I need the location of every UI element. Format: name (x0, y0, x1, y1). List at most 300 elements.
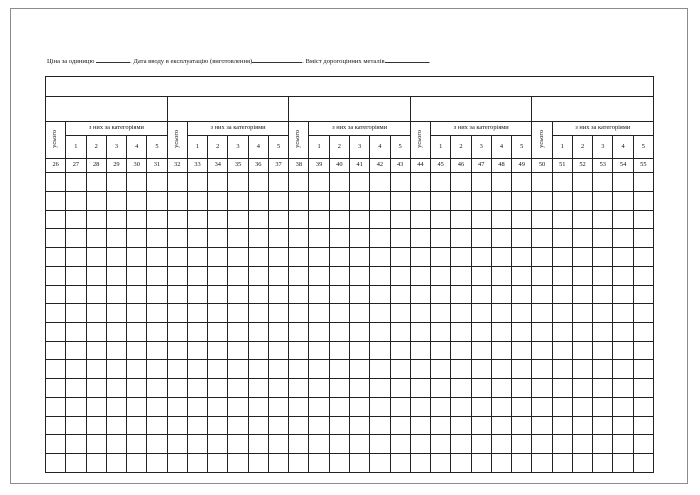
entry-cell[interactable] (187, 192, 207, 211)
entry-cell[interactable] (208, 341, 228, 360)
entry-cell[interactable] (46, 229, 66, 248)
entry-cell[interactable] (228, 397, 248, 416)
entry-cell[interactable] (289, 397, 309, 416)
entry-cell[interactable] (167, 435, 187, 454)
entry-cell[interactable] (147, 266, 167, 285)
entry-cell[interactable] (572, 192, 592, 211)
entry-cell[interactable] (167, 248, 187, 267)
entry-cell[interactable] (208, 210, 228, 229)
entry-cell[interactable] (86, 173, 106, 192)
entry-cell[interactable] (46, 266, 66, 285)
entry-cell[interactable] (390, 454, 410, 473)
entry-cell[interactable] (431, 229, 451, 248)
entry-cell[interactable] (86, 379, 106, 398)
entry-cell[interactable] (208, 248, 228, 267)
entry-cell[interactable] (106, 435, 126, 454)
entry-cell[interactable] (187, 435, 207, 454)
entry-cell[interactable] (147, 192, 167, 211)
entry-cell[interactable] (491, 397, 511, 416)
entry-cell[interactable] (66, 173, 86, 192)
entry-cell[interactable] (593, 454, 613, 473)
entry-cell[interactable] (167, 173, 187, 192)
entry-cell[interactable] (410, 173, 430, 192)
entry-cell[interactable] (491, 229, 511, 248)
entry-cell[interactable] (46, 379, 66, 398)
entry-cell[interactable] (633, 229, 653, 248)
entry-cell[interactable] (46, 285, 66, 304)
entry-cell[interactable] (390, 379, 410, 398)
entry-cell[interactable] (491, 416, 511, 435)
entry-cell[interactable] (349, 454, 369, 473)
entry-cell[interactable] (390, 323, 410, 342)
entry-cell[interactable] (147, 454, 167, 473)
entry-cell[interactable] (248, 454, 268, 473)
entry-cell[interactable] (633, 192, 653, 211)
entry-cell[interactable] (228, 360, 248, 379)
entry-cell[interactable] (228, 248, 248, 267)
entry-cell[interactable] (370, 173, 390, 192)
entry-cell[interactable] (86, 341, 106, 360)
entry-cell[interactable] (552, 379, 572, 398)
entry-cell[interactable] (593, 173, 613, 192)
entry-cell[interactable] (431, 285, 451, 304)
entry-cell[interactable] (46, 323, 66, 342)
entry-cell[interactable] (410, 454, 430, 473)
entry-cell[interactable] (370, 210, 390, 229)
entry-cell[interactable] (471, 323, 491, 342)
entry-cell[interactable] (512, 435, 532, 454)
entry-cell[interactable] (127, 229, 147, 248)
entry-cell[interactable] (572, 379, 592, 398)
entry-cell[interactable] (289, 454, 309, 473)
entry-cell[interactable] (491, 210, 511, 229)
entry-cell[interactable] (471, 454, 491, 473)
entry-cell[interactable] (349, 397, 369, 416)
entry-cell[interactable] (491, 435, 511, 454)
entry-cell[interactable] (86, 266, 106, 285)
entry-cell[interactable] (289, 210, 309, 229)
entry-cell[interactable] (167, 416, 187, 435)
entry-cell[interactable] (572, 229, 592, 248)
entry-cell[interactable] (268, 341, 288, 360)
entry-cell[interactable] (187, 266, 207, 285)
entry-cell[interactable] (248, 173, 268, 192)
entry-cell[interactable] (572, 397, 592, 416)
entry-cell[interactable] (370, 285, 390, 304)
entry-cell[interactable] (491, 248, 511, 267)
entry-cell[interactable] (329, 435, 349, 454)
entry-cell[interactable] (86, 285, 106, 304)
entry-cell[interactable] (127, 210, 147, 229)
entry-cell[interactable] (268, 248, 288, 267)
entry-cell[interactable] (248, 285, 268, 304)
entry-cell[interactable] (390, 192, 410, 211)
entry-cell[interactable] (66, 379, 86, 398)
entry-cell[interactable] (512, 341, 532, 360)
entry-cell[interactable] (106, 285, 126, 304)
entry-cell[interactable] (106, 192, 126, 211)
entry-cell[interactable] (471, 379, 491, 398)
entry-cell[interactable] (127, 192, 147, 211)
entry-cell[interactable] (512, 285, 532, 304)
entry-cell[interactable] (167, 192, 187, 211)
entry-cell[interactable] (512, 397, 532, 416)
entry-cell[interactable] (46, 192, 66, 211)
entry-cell[interactable] (66, 454, 86, 473)
entry-cell[interactable] (228, 416, 248, 435)
entry-cell[interactable] (532, 379, 552, 398)
entry-cell[interactable] (410, 379, 430, 398)
entry-cell[interactable] (248, 192, 268, 211)
metals-blank[interactable] (385, 56, 429, 63)
entry-cell[interactable] (370, 435, 390, 454)
entry-cell[interactable] (552, 341, 572, 360)
entry-cell[interactable] (329, 266, 349, 285)
entry-cell[interactable] (552, 266, 572, 285)
entry-cell[interactable] (106, 173, 126, 192)
entry-cell[interactable] (289, 173, 309, 192)
entry-cell[interactable] (309, 435, 329, 454)
entry-cell[interactable] (46, 248, 66, 267)
entry-cell[interactable] (633, 323, 653, 342)
entry-cell[interactable] (228, 192, 248, 211)
entry-cell[interactable] (613, 416, 633, 435)
entry-cell[interactable] (167, 210, 187, 229)
entry-cell[interactable] (208, 304, 228, 323)
entry-cell[interactable] (491, 266, 511, 285)
entry-cell[interactable] (147, 248, 167, 267)
entry-cell[interactable] (451, 304, 471, 323)
entry-cell[interactable] (349, 266, 369, 285)
entry-cell[interactable] (66, 210, 86, 229)
entry-cell[interactable] (491, 341, 511, 360)
entry-cell[interactable] (187, 173, 207, 192)
entry-cell[interactable] (532, 341, 552, 360)
entry-cell[interactable] (390, 285, 410, 304)
entry-cell[interactable] (66, 285, 86, 304)
entry-cell[interactable] (208, 229, 228, 248)
entry-cell[interactable] (289, 435, 309, 454)
entry-cell[interactable] (66, 304, 86, 323)
entry-cell[interactable] (309, 454, 329, 473)
entry-cell[interactable] (289, 304, 309, 323)
entry-cell[interactable] (471, 416, 491, 435)
entry-cell[interactable] (491, 304, 511, 323)
entry-cell[interactable] (86, 435, 106, 454)
entry-cell[interactable] (46, 435, 66, 454)
entry-cell[interactable] (633, 341, 653, 360)
entry-cell[interactable] (471, 173, 491, 192)
entry-cell[interactable] (268, 323, 288, 342)
entry-cell[interactable] (512, 248, 532, 267)
entry-cell[interactable] (187, 379, 207, 398)
entry-cell[interactable] (248, 323, 268, 342)
entry-cell[interactable] (410, 341, 430, 360)
entry-cell[interactable] (390, 266, 410, 285)
entry-cell[interactable] (66, 416, 86, 435)
entry-cell[interactable] (329, 192, 349, 211)
entry-cell[interactable] (410, 210, 430, 229)
entry-cell[interactable] (147, 210, 167, 229)
entry-cell[interactable] (451, 341, 471, 360)
entry-cell[interactable] (46, 210, 66, 229)
entry-cell[interactable] (349, 323, 369, 342)
entry-cell[interactable] (572, 248, 592, 267)
entry-cell[interactable] (572, 304, 592, 323)
entry-cell[interactable] (248, 248, 268, 267)
entry-cell[interactable] (167, 379, 187, 398)
entry-cell[interactable] (572, 341, 592, 360)
entry-cell[interactable] (491, 192, 511, 211)
entry-cell[interactable] (268, 435, 288, 454)
entry-cell[interactable] (228, 173, 248, 192)
entry-cell[interactable] (593, 416, 613, 435)
entry-cell[interactable] (208, 173, 228, 192)
entry-cell[interactable] (613, 304, 633, 323)
entry-cell[interactable] (593, 397, 613, 416)
entry-cell[interactable] (410, 323, 430, 342)
entry-cell[interactable] (431, 435, 451, 454)
entry-cell[interactable] (431, 304, 451, 323)
entry-cell[interactable] (329, 360, 349, 379)
entry-cell[interactable] (552, 285, 572, 304)
entry-cell[interactable] (127, 304, 147, 323)
entry-cell[interactable] (593, 379, 613, 398)
entry-cell[interactable] (451, 323, 471, 342)
entry-cell[interactable] (390, 360, 410, 379)
entry-cell[interactable] (127, 341, 147, 360)
entry-cell[interactable] (66, 397, 86, 416)
entry-cell[interactable] (66, 360, 86, 379)
entry-cell[interactable] (268, 397, 288, 416)
entry-cell[interactable] (431, 266, 451, 285)
entry-cell[interactable] (167, 341, 187, 360)
entry-cell[interactable] (451, 379, 471, 398)
entry-cell[interactable] (532, 323, 552, 342)
entry-cell[interactable] (512, 173, 532, 192)
entry-cell[interactable] (268, 416, 288, 435)
entry-cell[interactable] (431, 360, 451, 379)
entry-cell[interactable] (370, 304, 390, 323)
entry-cell[interactable] (187, 360, 207, 379)
entry-cell[interactable] (208, 416, 228, 435)
entry-cell[interactable] (552, 304, 572, 323)
entry-cell[interactable] (46, 360, 66, 379)
entry-cell[interactable] (309, 360, 329, 379)
entry-cell[interactable] (167, 304, 187, 323)
entry-cell[interactable] (167, 285, 187, 304)
entry-cell[interactable] (289, 360, 309, 379)
entry-cell[interactable] (410, 397, 430, 416)
entry-cell[interactable] (613, 248, 633, 267)
entry-cell[interactable] (512, 360, 532, 379)
entry-cell[interactable] (86, 360, 106, 379)
entry-cell[interactable] (106, 266, 126, 285)
entry-cell[interactable] (86, 304, 106, 323)
entry-cell[interactable] (613, 454, 633, 473)
entry-cell[interactable] (370, 454, 390, 473)
entry-cell[interactable] (248, 266, 268, 285)
entry-cell[interactable] (309, 173, 329, 192)
entry-cell[interactable] (349, 285, 369, 304)
entry-cell[interactable] (633, 360, 653, 379)
entry-cell[interactable] (593, 266, 613, 285)
entry-cell[interactable] (471, 229, 491, 248)
entry-cell[interactable] (613, 229, 633, 248)
entry-cell[interactable] (512, 192, 532, 211)
entry-cell[interactable] (349, 192, 369, 211)
entry-cell[interactable] (147, 360, 167, 379)
entry-cell[interactable] (268, 379, 288, 398)
entry-cell[interactable] (147, 229, 167, 248)
entry-cell[interactable] (329, 304, 349, 323)
entry-cell[interactable] (431, 454, 451, 473)
entry-cell[interactable] (471, 341, 491, 360)
entry-cell[interactable] (248, 416, 268, 435)
entry-cell[interactable] (431, 248, 451, 267)
entry-cell[interactable] (187, 210, 207, 229)
entry-cell[interactable] (613, 266, 633, 285)
entry-cell[interactable] (431, 379, 451, 398)
entry-cell[interactable] (86, 454, 106, 473)
entry-cell[interactable] (633, 304, 653, 323)
entry-cell[interactable] (552, 454, 572, 473)
entry-cell[interactable] (471, 266, 491, 285)
entry-cell[interactable] (349, 435, 369, 454)
entry-cell[interactable] (532, 304, 552, 323)
entry-cell[interactable] (228, 229, 248, 248)
entry-cell[interactable] (127, 323, 147, 342)
entry-cell[interactable] (451, 360, 471, 379)
entry-cell[interactable] (329, 397, 349, 416)
entry-cell[interactable] (390, 435, 410, 454)
entry-cell[interactable] (127, 435, 147, 454)
entry-cell[interactable] (248, 229, 268, 248)
entry-cell[interactable] (228, 454, 248, 473)
entry-cell[interactable] (572, 454, 592, 473)
entry-cell[interactable] (572, 360, 592, 379)
entry-cell[interactable] (309, 397, 329, 416)
entry-cell[interactable] (228, 266, 248, 285)
entry-cell[interactable] (167, 454, 187, 473)
entry-cell[interactable] (147, 341, 167, 360)
entry-cell[interactable] (431, 397, 451, 416)
entry-cell[interactable] (390, 248, 410, 267)
entry-cell[interactable] (410, 360, 430, 379)
entry-cell[interactable] (593, 341, 613, 360)
entry-cell[interactable] (329, 379, 349, 398)
entry-cell[interactable] (532, 454, 552, 473)
entry-cell[interactable] (127, 416, 147, 435)
entry-cell[interactable] (228, 210, 248, 229)
entry-cell[interactable] (106, 454, 126, 473)
entry-cell[interactable] (309, 229, 329, 248)
entry-cell[interactable] (329, 416, 349, 435)
entry-cell[interactable] (86, 229, 106, 248)
entry-cell[interactable] (512, 210, 532, 229)
entry-cell[interactable] (471, 192, 491, 211)
entry-cell[interactable] (66, 248, 86, 267)
entry-cell[interactable] (127, 397, 147, 416)
entry-cell[interactable] (633, 454, 653, 473)
entry-cell[interactable] (187, 304, 207, 323)
entry-cell[interactable] (268, 285, 288, 304)
entry-cell[interactable] (228, 304, 248, 323)
entry-cell[interactable] (309, 341, 329, 360)
entry-cell[interactable] (289, 379, 309, 398)
entry-cell[interactable] (268, 192, 288, 211)
entry-cell[interactable] (552, 360, 572, 379)
entry-cell[interactable] (187, 229, 207, 248)
entry-cell[interactable] (451, 416, 471, 435)
entry-cell[interactable] (349, 360, 369, 379)
entry-cell[interactable] (431, 416, 451, 435)
entry-cell[interactable] (552, 229, 572, 248)
entry-cell[interactable] (431, 192, 451, 211)
entry-cell[interactable] (532, 173, 552, 192)
entry-cell[interactable] (349, 416, 369, 435)
entry-cell[interactable] (309, 210, 329, 229)
entry-cell[interactable] (147, 323, 167, 342)
entry-cell[interactable] (431, 210, 451, 229)
entry-cell[interactable] (349, 341, 369, 360)
entry-cell[interactable] (228, 379, 248, 398)
entry-cell[interactable] (491, 173, 511, 192)
entry-cell[interactable] (390, 304, 410, 323)
entry-cell[interactable] (208, 360, 228, 379)
entry-cell[interactable] (512, 454, 532, 473)
entry-cell[interactable] (431, 341, 451, 360)
entry-cell[interactable] (471, 304, 491, 323)
entry-cell[interactable] (309, 192, 329, 211)
entry-cell[interactable] (572, 210, 592, 229)
entry-cell[interactable] (390, 397, 410, 416)
entry-cell[interactable] (633, 285, 653, 304)
entry-cell[interactable] (106, 379, 126, 398)
entry-cell[interactable] (532, 435, 552, 454)
entry-cell[interactable] (147, 397, 167, 416)
entry-cell[interactable] (329, 341, 349, 360)
entry-cell[interactable] (289, 323, 309, 342)
entry-cell[interactable] (593, 210, 613, 229)
entry-cell[interactable] (633, 379, 653, 398)
entry-cell[interactable] (309, 379, 329, 398)
entry-cell[interactable] (451, 285, 471, 304)
entry-cell[interactable] (127, 173, 147, 192)
entry-cell[interactable] (248, 210, 268, 229)
entry-cell[interactable] (451, 192, 471, 211)
price-blank[interactable] (96, 56, 130, 63)
entry-cell[interactable] (86, 323, 106, 342)
entry-cell[interactable] (512, 304, 532, 323)
entry-cell[interactable] (370, 360, 390, 379)
entry-cell[interactable] (410, 304, 430, 323)
entry-cell[interactable] (268, 360, 288, 379)
entry-cell[interactable] (106, 248, 126, 267)
entry-cell[interactable] (593, 360, 613, 379)
entry-cell[interactable] (329, 323, 349, 342)
entry-cell[interactable] (451, 248, 471, 267)
entry-cell[interactable] (552, 173, 572, 192)
entry-cell[interactable] (451, 173, 471, 192)
entry-cell[interactable] (613, 285, 633, 304)
entry-cell[interactable] (329, 210, 349, 229)
entry-cell[interactable] (208, 323, 228, 342)
entry-cell[interactable] (268, 454, 288, 473)
entry-cell[interactable] (390, 341, 410, 360)
entry-cell[interactable] (349, 248, 369, 267)
entry-cell[interactable] (268, 304, 288, 323)
